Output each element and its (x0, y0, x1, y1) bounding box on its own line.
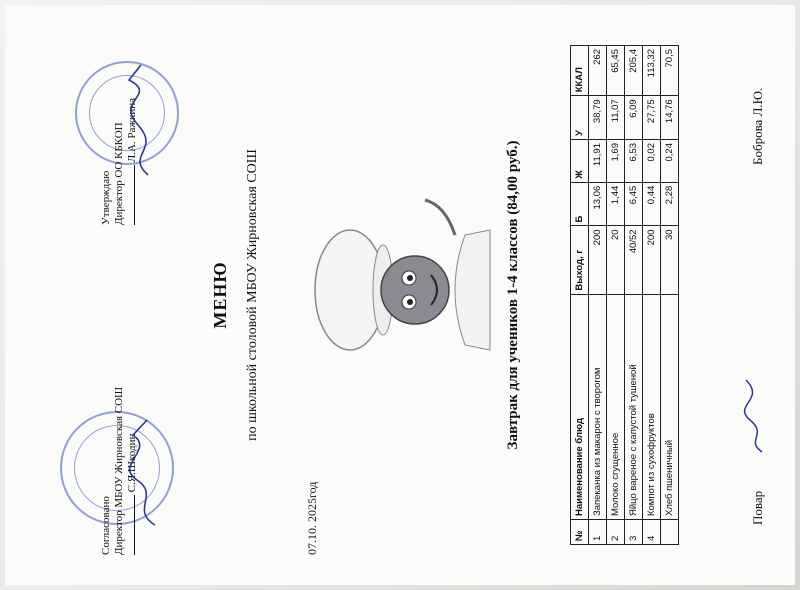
cell: 3 (625, 520, 643, 545)
cell: 1,69 (607, 140, 625, 183)
agree-label: Согласовано (100, 496, 112, 555)
cell: Молоко сгущенное (607, 294, 625, 519)
menu-sheet (5, 5, 795, 585)
col-carbs: У (571, 96, 589, 140)
menu-table (570, 45, 679, 545)
cell: 11,91 (589, 140, 607, 183)
col-number: № (571, 520, 589, 545)
page-title: МЕНЮ (210, 261, 230, 329)
col-fat: Ж (571, 140, 589, 183)
cell: 0,02 (643, 140, 661, 183)
cell: 27,75 (643, 96, 661, 140)
cell: 0,24 (661, 140, 679, 183)
col-dish: Наименование блюд (571, 294, 589, 519)
cell: 11,07 (607, 96, 625, 140)
table-row (625, 46, 643, 545)
col-protein: Б (571, 182, 589, 226)
cell: 30 (661, 226, 679, 294)
meal-title: Завтрак для учеников 1-4 классов (84,00 руб.) (505, 140, 521, 450)
cell: 20 (607, 226, 625, 294)
agree-signature-icon (125, 410, 165, 530)
agree-signer: С.Я.Шкодин (126, 433, 138, 493)
cell: 38,79 (589, 96, 607, 140)
cell: Яйцо вареное с капустой тушеной (625, 294, 643, 519)
cell: 70,5 (661, 46, 679, 96)
table-row (661, 46, 679, 545)
cook-label: Повар (750, 490, 765, 525)
cell: 13,06 (589, 182, 607, 226)
chef-illustration-icon (305, 175, 495, 405)
cell: 0,44 (643, 182, 661, 226)
agree-position: Директор МБОУ Жирновская СОШ (113, 386, 125, 555)
menu-date: 07.10. 2025год (305, 481, 319, 555)
cell (661, 520, 679, 545)
approve-signature-icon (123, 60, 163, 180)
table-header-row (571, 46, 589, 545)
cell: 2 (607, 520, 625, 545)
cell: 262 (589, 46, 607, 96)
approve-signer: Л.А. Ражкина (126, 97, 138, 163)
cell: 205,4 (625, 46, 643, 96)
cell: 4 (643, 520, 661, 545)
cell: 6,53 (625, 140, 643, 183)
cell: 40/52 (625, 226, 643, 294)
cell: 1,44 (607, 182, 625, 226)
col-kcal: ККАЛ (571, 46, 589, 96)
approve-label: Утверждаю (100, 170, 112, 225)
cell: 1 (589, 520, 607, 545)
cook-name: Боброва Л.Ю. (750, 87, 765, 165)
cell: 65,45 (607, 46, 625, 96)
table-row (643, 46, 661, 545)
cell: 14,76 (661, 96, 679, 140)
approve-position: Директор ОО КБКОП (113, 122, 125, 225)
cell: 200 (589, 226, 607, 294)
cook-signature-icon (740, 375, 770, 455)
cell: 2,28 (661, 182, 679, 226)
cell: 6,45 (625, 182, 643, 226)
table-row (607, 46, 625, 545)
table-row (589, 46, 607, 545)
cell: Хлеб пшеничный (661, 294, 679, 519)
cell: Компот из сухофруктов (643, 294, 661, 519)
col-yield: Выход, г (571, 226, 589, 294)
cell: 200 (643, 226, 661, 294)
cell: Запеканка из макарон с творогом (589, 294, 607, 519)
cell: 113,32 (643, 46, 661, 96)
cell: 6,09 (625, 96, 643, 140)
page-subtitle: по школьной столовой МБОУ Жирновская СОШ (245, 149, 260, 441)
